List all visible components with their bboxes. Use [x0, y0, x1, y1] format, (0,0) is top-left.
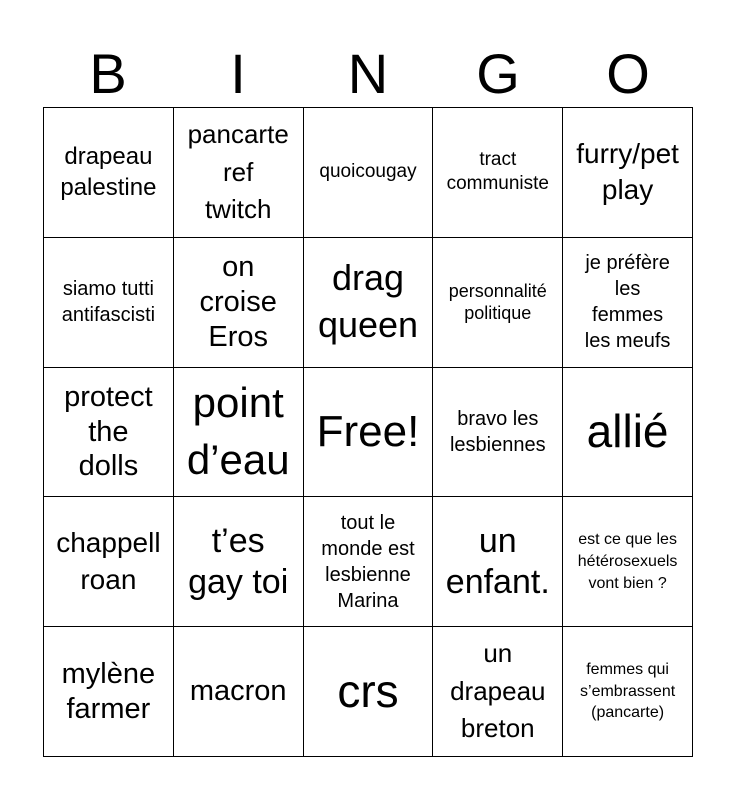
bingo-cell-r1-c1[interactable] — [174, 238, 304, 368]
cell-text: macron — [189, 675, 287, 708]
bingo-cell-r0-c2[interactable] — [304, 108, 434, 238]
cell-text: drag queen — [317, 257, 419, 346]
cell-text: point d’eau — [186, 379, 290, 483]
header-letter-n: N — [347, 42, 389, 105]
cell-text: je préfère les femmes les meufs — [584, 252, 671, 353]
cell-text: femmes qui s’embrassent (pancarte) — [580, 661, 676, 722]
bingo-cell-r4-c4[interactable] — [563, 627, 693, 757]
bingo-grid — [43, 107, 693, 757]
cell-text: bravo les lesbiennes — [449, 407, 546, 456]
bingo-cell-r1-c4[interactable] — [563, 238, 693, 368]
bingo-cell-r2-c0[interactable] — [44, 368, 174, 498]
bingo-cell-r1-c2[interactable] — [304, 238, 434, 368]
bingo-header — [43, 40, 693, 108]
cell-text: allié — [586, 405, 669, 458]
bingo-cell-r3-c1[interactable] — [174, 497, 304, 627]
cell-text: crs — [337, 665, 399, 717]
bingo-cell-r4-c0[interactable] — [44, 627, 174, 757]
cell-text: tract communiste — [446, 148, 549, 195]
cell-text: personnalité politique — [448, 280, 547, 324]
bingo-cell-r4-c1[interactable] — [174, 627, 304, 757]
cell-text: est ce que les hétérosexuels vont bien ? — [577, 531, 678, 592]
cell-text: quoicougay — [319, 161, 417, 183]
free-space-label: Free! — [316, 406, 420, 456]
bingo-cell-r0-c0[interactable] — [44, 108, 174, 238]
cell-text: furry/pet play — [576, 138, 679, 206]
header-letter-b: B — [89, 42, 127, 105]
cell-text: chappell roan — [56, 527, 161, 595]
cell-text: un enfant. — [445, 521, 550, 601]
cell-text: tout le monde est lesbienne Marina — [321, 511, 415, 612]
header-letter-g: G — [476, 42, 520, 105]
cell-text: t’es gay toi — [188, 521, 289, 601]
bingo-cell-r3-c4[interactable] — [563, 497, 693, 627]
bingo-cell-r2-c4[interactable] — [563, 368, 693, 498]
cell-text: on croise Eros — [199, 251, 277, 353]
bingo-cell-r2-c1[interactable] — [174, 368, 304, 498]
bingo-cell-r0-c4[interactable] — [563, 108, 693, 238]
cell-text: siamo tutti antifascisti — [61, 278, 156, 327]
header-letter-i: I — [230, 42, 246, 105]
bingo-cell-r3-c2[interactable] — [304, 497, 434, 627]
header-letter-o: O — [606, 42, 650, 105]
cell-text: un drapeau breton — [450, 638, 546, 744]
cell-text: drapeau palestine — [60, 143, 157, 202]
bingo-cell-r0-c1[interactable] — [174, 108, 304, 238]
bingo-cell-r3-c0[interactable] — [44, 497, 174, 627]
bingo-cell-r0-c3[interactable] — [433, 108, 563, 238]
bingo-cell-r3-c3[interactable] — [433, 497, 563, 627]
bingo-cell-r2-c3[interactable] — [433, 368, 563, 498]
bingo-cell-r4-c2[interactable] — [304, 627, 434, 757]
bingo-cell-r1-c3[interactable] — [433, 238, 563, 368]
cell-text: protect the dolls — [64, 380, 153, 483]
cell-text: mylène farmer — [61, 657, 156, 725]
bingo-cell-r1-c0[interactable] — [44, 238, 174, 368]
bingo-cell-free[interactable] — [304, 368, 434, 498]
bingo-cell-r4-c3[interactable] — [433, 627, 563, 757]
cell-text: pancarte ref twitch — [187, 118, 289, 225]
